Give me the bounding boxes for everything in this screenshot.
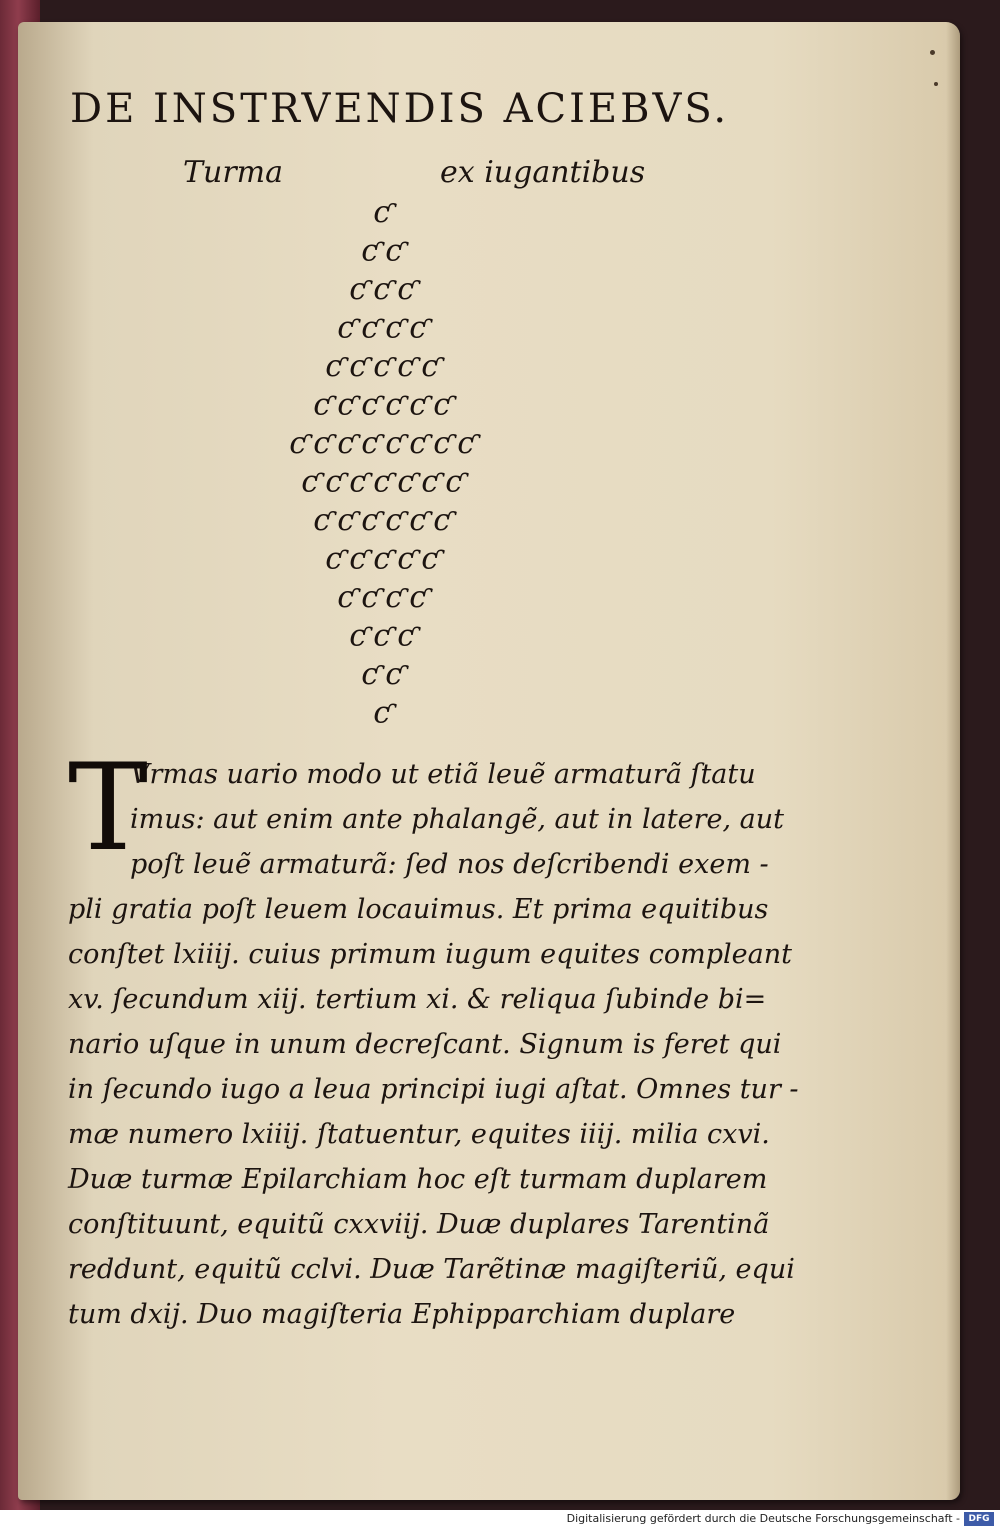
- horseman-mark: ƈ: [301, 464, 319, 500]
- cavalry-formation-diagram: [270, 192, 500, 732]
- horseman-mark: ƈ: [409, 310, 427, 346]
- horseman-mark: ƈ: [325, 349, 343, 384]
- horseman-mark: ƈ: [361, 233, 379, 269]
- body-line: imus: aut enim ante phalangẽ, aut in latere, aut: [130, 804, 784, 835]
- body-line: Vrmas uario modo ut etiã leuẽ armaturã ſtatu: [130, 759, 756, 790]
- footer-credit: Digitalisierung gefördert durch die Deutsche Forschungsgemeinschaft -: [566, 1512, 960, 1525]
- horseman-mark: ƈ: [385, 310, 403, 346]
- horseman-mark: ƈ: [373, 349, 391, 384]
- horseman-mark: ƈ: [373, 464, 391, 500]
- horseman-mark: ƈ: [361, 387, 379, 423]
- horseman-mark: ƈ: [361, 657, 379, 692]
- horseman-mark: ƈ: [349, 618, 367, 654]
- formation-svg: [270, 192, 500, 732]
- horseman-mark: ƈ: [373, 618, 391, 654]
- body-text: [68, 739, 799, 1337]
- horseman-mark: ƈ: [397, 541, 415, 577]
- horseman-mark: ƈ: [409, 503, 427, 538]
- horseman-mark: ƈ: [349, 464, 367, 500]
- horseman-mark: ƈ: [313, 503, 331, 538]
- horseman-mark: ƈ: [409, 387, 427, 423]
- paper-speck: [934, 82, 938, 86]
- horseman-mark: ƈ: [433, 503, 451, 538]
- horseman-mark: ƈ: [433, 426, 451, 461]
- dfg-logo: DFG: [964, 1512, 994, 1526]
- body-line: nario uſque in unum decreſcant. Signum is feret qui: [68, 1029, 782, 1060]
- body-line: mæ numero lxiiij. ſtatuentur, equites iiij. milia cxvi.: [68, 1119, 770, 1150]
- diagram-label-left: Turma: [183, 155, 284, 190]
- body-line: tum dxij. Duo magiſteria Ephipparchiam duplare: [68, 1299, 736, 1330]
- body-line: reddunt, equitũ cclvi. Duæ Tarẽtinæ magiſteriũ, equi: [68, 1254, 795, 1285]
- horseman-mark: ƈ: [421, 541, 439, 577]
- body-line: pli gratia poſt leuem locauimus. Et prima equitibus: [68, 894, 769, 925]
- body-line: conſtituunt, equitũ cxxviij. Duæ duplares Tarentinã: [68, 1209, 770, 1240]
- horseman-mark: ƈ: [397, 349, 415, 384]
- horseman-mark: ƈ: [337, 580, 355, 615]
- horseman-mark: ƈ: [397, 464, 415, 500]
- horseman-mark: ƈ: [373, 195, 391, 230]
- diagram-label-right: ex iugantibus: [440, 155, 646, 190]
- body-line: in ſecundo iugo a leua principi iugi aſtat. Omnes tur -: [68, 1074, 799, 1105]
- horseman-mark: ƈ: [373, 272, 391, 307]
- horseman-mark: ƈ: [337, 426, 355, 461]
- horseman-mark: ƈ: [421, 349, 439, 384]
- horseman-mark: ƈ: [325, 464, 343, 500]
- paper-speck: [930, 50, 935, 55]
- body-line: xv. ſecundum xiij. tertium xi. & reliqua ſubinde bi=: [68, 984, 767, 1015]
- horseman-mark: ƈ: [313, 426, 331, 461]
- page-edge-shadow: [946, 22, 960, 1500]
- horseman-mark: ƈ: [385, 580, 403, 615]
- horseman-mark: ƈ: [409, 426, 427, 461]
- horseman-mark: ƈ: [397, 618, 415, 654]
- horseman-mark: ƈ: [385, 657, 403, 692]
- digitization-footer: [0, 1510, 1000, 1528]
- horseman-mark: ƈ: [445, 464, 463, 500]
- horseman-mark: ƈ: [409, 580, 427, 615]
- horseman-mark: ƈ: [385, 426, 403, 461]
- horseman-mark: ƈ: [361, 580, 379, 615]
- horseman-mark: ƈ: [361, 310, 379, 346]
- horseman-mark: ƈ: [361, 426, 379, 461]
- horseman-mark: ƈ: [313, 387, 331, 423]
- horseman-mark: ƈ: [349, 541, 367, 577]
- horseman-mark: ƈ: [289, 426, 307, 461]
- horseman-mark: ƈ: [421, 464, 439, 500]
- horseman-mark: ƈ: [325, 541, 343, 577]
- horseman-mark: ƈ: [337, 387, 355, 423]
- horseman-mark: ƈ: [373, 695, 391, 731]
- horseman-mark: ƈ: [385, 387, 403, 423]
- horseman-mark: ƈ: [337, 310, 355, 346]
- horseman-mark: ƈ: [385, 233, 403, 269]
- drop-cap: T: [68, 739, 149, 878]
- running-head: DE INSTRVENDIS ACIEBVS.: [70, 86, 730, 132]
- horseman-mark: ƈ: [385, 503, 403, 538]
- horseman-mark: ƈ: [433, 387, 451, 423]
- horseman-mark: ƈ: [397, 272, 415, 307]
- horseman-mark: ƈ: [361, 503, 379, 538]
- body-line: conſtet lxiiij. cuius primum iugum equites compleant: [68, 939, 792, 970]
- horseman-mark: ƈ: [373, 541, 391, 577]
- body-line: Duæ turmæ Epilarchiam hoc eſt turmam duplarem: [68, 1164, 768, 1195]
- horseman-mark: ƈ: [349, 349, 367, 384]
- horseman-mark: ƈ: [457, 426, 475, 461]
- body-line: poſt leuẽ armaturã: ſed nos deſcribendi exem -: [130, 849, 769, 880]
- horseman-mark: ƈ: [337, 503, 355, 538]
- horseman-mark: ƈ: [349, 272, 367, 307]
